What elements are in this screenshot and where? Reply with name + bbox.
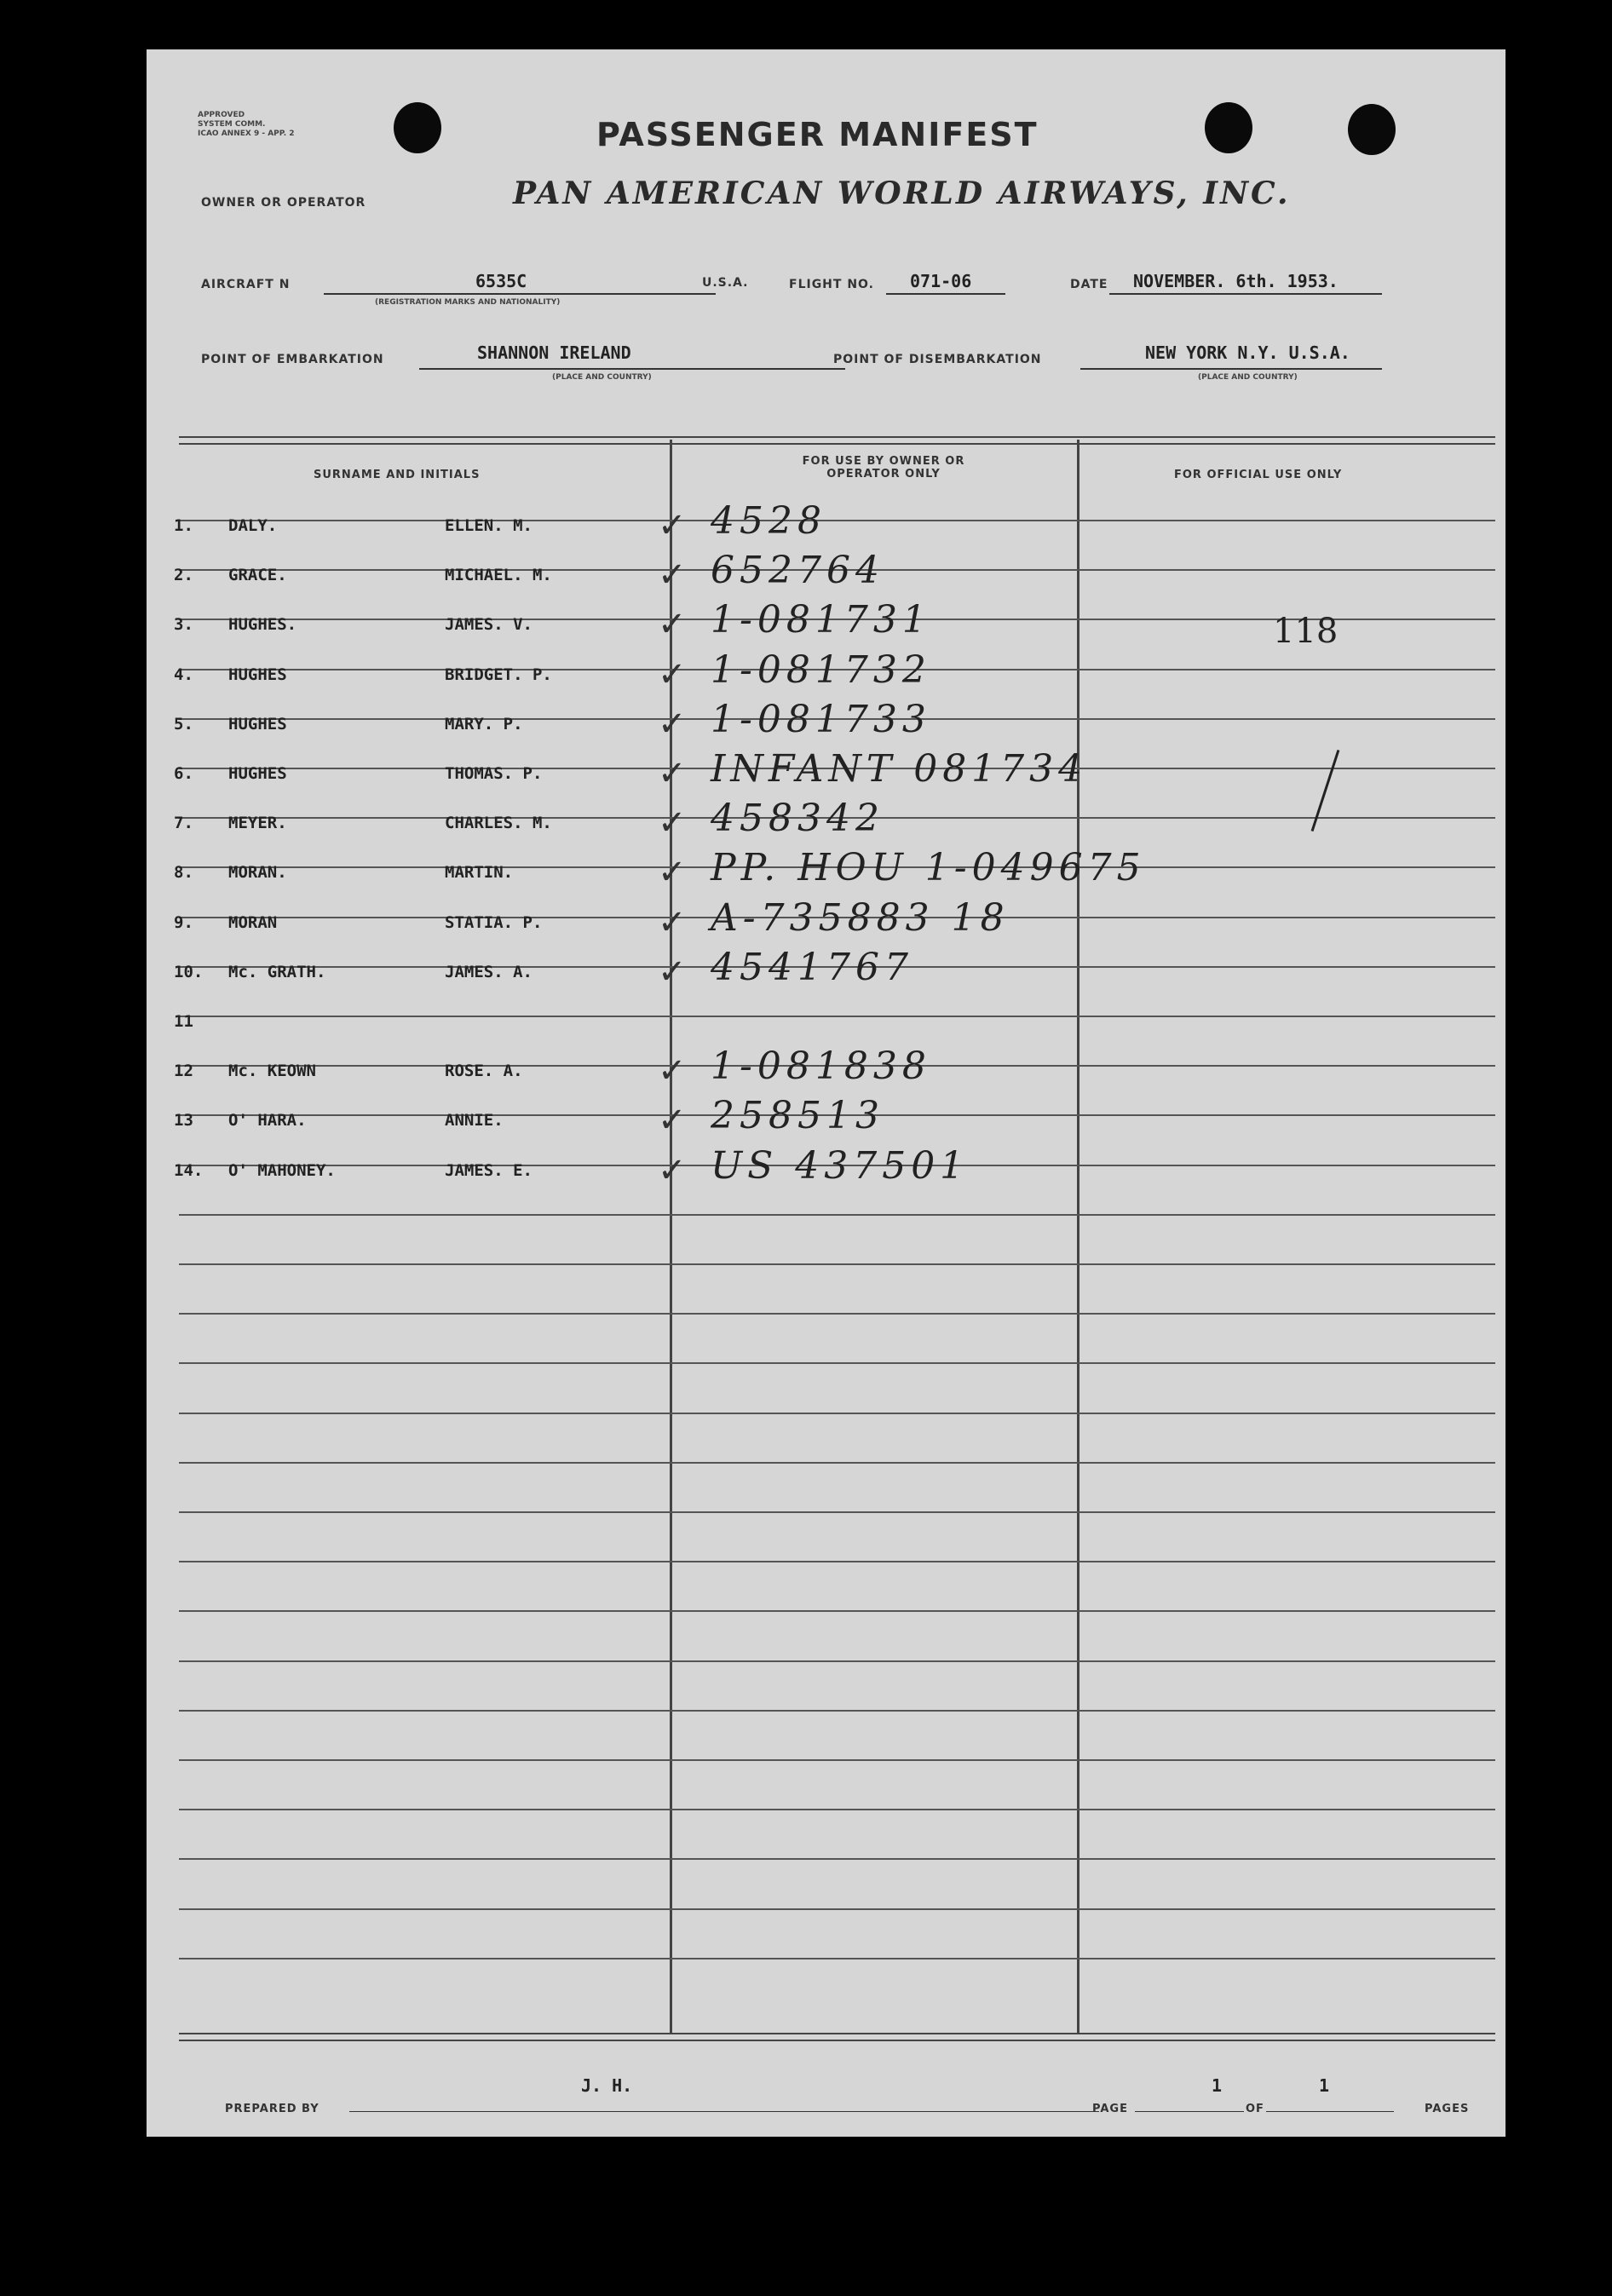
pages-label: PAGES: [1425, 2103, 1470, 2115]
passenger-given: STATIA. P.: [445, 913, 543, 932]
ruled-line: [179, 1362, 1495, 1364]
passenger-number: 2.: [174, 566, 193, 584]
passenger-given: MARTIN.: [445, 863, 514, 882]
passenger-note: 4528: [711, 499, 826, 543]
column-header-official: FOR OFFICIAL USE ONLY: [1174, 469, 1343, 481]
passenger-number: 6.: [174, 764, 193, 783]
check-mark-icon: ✓: [658, 1051, 687, 1090]
passenger-note: 1-081731: [711, 598, 931, 642]
approval-line-3: ICAO ANNEX 9 - APP. 2: [198, 129, 295, 138]
passenger-surname: GRACE.: [228, 566, 287, 584]
flight-label: FLIGHT NO.: [789, 278, 874, 291]
passenger-given: JAMES. V.: [445, 615, 533, 634]
embark-underline: [419, 368, 845, 370]
flight-value: 071-06: [910, 271, 972, 291]
ruled-line: [179, 1660, 1495, 1662]
of-label: OF: [1246, 2103, 1264, 2115]
passenger-number: 7.: [174, 814, 193, 832]
page-title: PASSENGER MANIFEST: [596, 116, 1039, 153]
ruled-line: [179, 1263, 1495, 1265]
official-note: 118: [1273, 612, 1339, 651]
prepared-label: PREPARED BY: [225, 2103, 320, 2115]
embark-value: SHANNON IRELAND: [477, 342, 631, 363]
passenger-note: 458342: [711, 797, 884, 840]
page-underline: [1135, 2111, 1244, 2112]
ruled-line: [179, 1908, 1495, 1910]
ruled-line: [179, 1561, 1495, 1562]
ruled-line: [179, 1710, 1495, 1712]
disembark-value: NEW YORK N.Y. U.S.A.: [1145, 342, 1350, 363]
passenger-note: 1-081733: [711, 698, 931, 741]
passenger-note: 1-081838: [711, 1044, 931, 1088]
prepared-underline: [349, 2111, 1099, 2112]
column-header-owner-use: FOR USE BY OWNER OR OPERATOR ONLY: [802, 455, 965, 480]
passenger-note: INFANT 081734: [711, 747, 1088, 791]
nationality: U.S.A.: [702, 276, 749, 290]
ruled-line: [179, 1610, 1495, 1612]
check-mark-icon: ✓: [658, 705, 687, 744]
passenger-given: BRIDGET. P.: [445, 665, 552, 684]
approval-line-1: APPROVED: [198, 111, 245, 119]
prepared-value: J. H.: [581, 2075, 633, 2096]
passenger-number: 11: [174, 1012, 193, 1031]
passenger-number: 13: [174, 1111, 193, 1130]
manifest-sheet: [147, 49, 1505, 2137]
passenger-given: JAMES. A.: [445, 963, 533, 981]
passenger-surname: MEYER.: [228, 814, 287, 832]
passenger-note: A-735883 18: [711, 896, 1010, 940]
check-mark-icon: ✓: [658, 903, 687, 942]
embark-note: (PLACE AND COUNTRY): [552, 373, 652, 382]
passenger-given: MICHAEL. M.: [445, 566, 552, 584]
check-mark-icon: ✓: [658, 555, 687, 595]
official-mark: [1311, 750, 1340, 832]
column-divider-2: [1077, 440, 1079, 2034]
disembark-note: (PLACE AND COUNTRY): [1198, 373, 1298, 382]
ruled-line: [179, 1958, 1495, 1959]
passenger-surname: O' MAHONEY.: [228, 1161, 336, 1180]
ruled-line: [179, 1511, 1495, 1513]
check-mark-icon: ✓: [658, 655, 687, 694]
ruled-line: [179, 1759, 1495, 1761]
check-mark-icon: ✓: [658, 1151, 687, 1190]
passenger-number: 1.: [174, 516, 193, 535]
passenger-number: 8.: [174, 863, 193, 882]
column-header-names: SURNAME AND INITIALS: [314, 469, 481, 481]
passenger-surname: HUGHES.: [228, 615, 297, 634]
registration-note: (REGISTRATION MARKS AND NATIONALITY): [375, 298, 561, 307]
passenger-surname: Mc. GRATH.: [228, 963, 326, 981]
passenger-number: 3.: [174, 615, 193, 634]
passenger-given: ANNIE.: [445, 1111, 504, 1130]
owner-name: PAN AMERICAN WORLD AIRWAYS, INC.: [513, 176, 1291, 211]
ruled-line: [179, 1313, 1495, 1315]
check-mark-icon: ✓: [658, 605, 687, 644]
check-mark-icon: ✓: [658, 506, 687, 545]
aircraft-underline: [324, 293, 716, 295]
table-top-rule: [179, 436, 1495, 445]
page-value: 1: [1212, 2075, 1223, 2096]
punch-hole-3: [1348, 104, 1396, 155]
passenger-given: THOMAS. P.: [445, 764, 543, 783]
passenger-note: 258513: [711, 1094, 884, 1137]
ruled-line: [179, 1858, 1495, 1860]
ruled-line: [179, 1016, 1495, 1017]
passenger-surname: HUGHES: [228, 764, 287, 783]
passenger-number: 10.: [174, 963, 204, 981]
of-underline: [1266, 2111, 1394, 2112]
aircraft-value: 6535C: [475, 271, 527, 291]
passenger-given: CHARLES. M.: [445, 814, 552, 832]
ruled-line: [179, 520, 1495, 521]
of-value: 1: [1319, 2075, 1330, 2096]
aircraft-label: AIRCRAFT N: [201, 278, 291, 291]
page-label: PAGE: [1092, 2103, 1128, 2115]
passenger-surname: O' HARA.: [228, 1111, 307, 1130]
ruled-line: [179, 1462, 1495, 1464]
check-mark-icon: ✓: [658, 1101, 687, 1140]
passenger-note: PP. HOU 1-049675: [711, 846, 1146, 889]
date-label: DATE: [1070, 278, 1108, 291]
passenger-number: 9.: [174, 913, 193, 932]
table-bottom-rule: [179, 2033, 1495, 2041]
passenger-surname: Mc. KEOWN: [228, 1062, 316, 1080]
passenger-note: 1-081732: [711, 648, 931, 692]
ruled-line: [179, 1413, 1495, 1414]
passenger-given: ROSE. A.: [445, 1062, 523, 1080]
flight-underline: [886, 293, 1005, 295]
passenger-number: 14.: [174, 1161, 204, 1180]
passenger-surname: HUGHES: [228, 715, 287, 734]
ruled-line: [179, 1809, 1495, 1810]
disembark-label: POINT OF DISEMBARKATION: [833, 353, 1042, 366]
embark-label: POINT OF EMBARKATION: [201, 353, 384, 366]
ruled-line: [179, 1214, 1495, 1216]
punch-hole-2: [1205, 102, 1252, 153]
punch-hole-1: [394, 102, 441, 153]
check-mark-icon: ✓: [658, 952, 687, 992]
owner-label: OWNER OR OPERATOR: [201, 196, 366, 210]
passenger-given: JAMES. E.: [445, 1161, 533, 1180]
passenger-number: 5.: [174, 715, 193, 734]
passenger-number: 4.: [174, 665, 193, 684]
passenger-number: 12: [174, 1062, 193, 1080]
passenger-surname: DALY.: [228, 516, 278, 535]
check-mark-icon: ✓: [658, 803, 687, 843]
check-mark-icon: ✓: [658, 754, 687, 793]
date-underline: [1109, 293, 1382, 295]
passenger-note: US 437501: [711, 1144, 970, 1188]
date-value: NOVEMBER. 6th. 1953.: [1133, 271, 1339, 291]
passenger-given: MARY. P.: [445, 715, 523, 734]
approval-line-2: SYSTEM COMM.: [198, 120, 266, 129]
passenger-surname: MORAN.: [228, 863, 287, 882]
passenger-surname: HUGHES: [228, 665, 287, 684]
passenger-note: 4541767: [711, 946, 913, 989]
passenger-note: 652764: [711, 549, 884, 592]
passenger-given: ELLEN. M.: [445, 516, 533, 535]
passenger-surname: MORAN: [228, 913, 278, 932]
disembark-underline: [1080, 368, 1382, 370]
check-mark-icon: ✓: [658, 853, 687, 892]
